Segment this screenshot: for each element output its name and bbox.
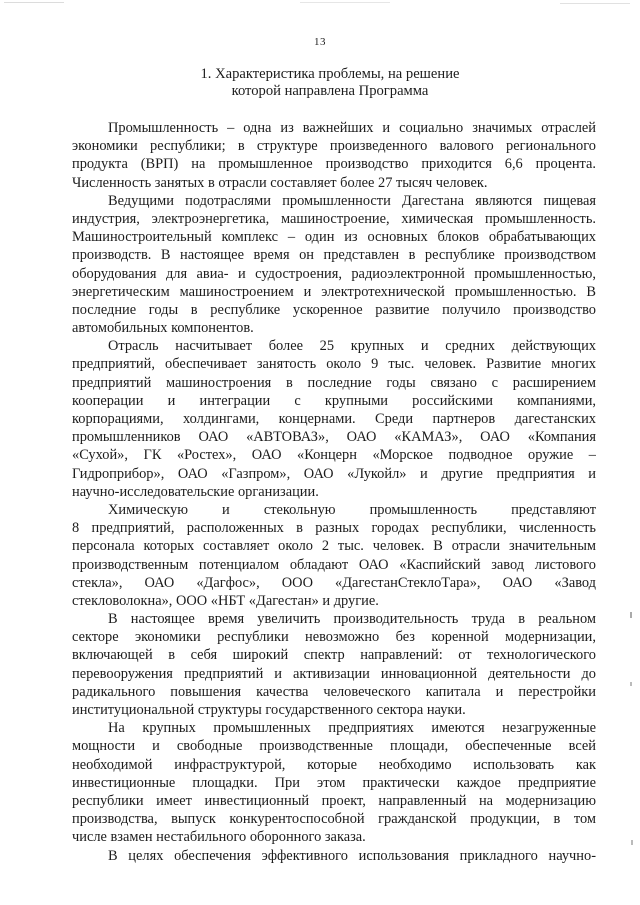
paragraph — [72, 610, 596, 719]
scan-artifact — [630, 682, 632, 686]
paragraph-line: радикального повышения качества человеческого капитала и перестройки — [72, 683, 596, 700]
paragraph-line: «Сухой», ГК «Ростех», ОАО «Концерн «Морское подводное оружие – — [72, 447, 596, 464]
paragraph-line: секторе экономики республики невозможно без коренной модернизации, — [72, 629, 596, 646]
paragraph — [72, 119, 596, 192]
paragraph-line: экономики республики; в структуре произведенного валового регионального — [72, 138, 596, 155]
paragraph — [72, 501, 596, 610]
paragraph-line: Численность занятых в отрасли составляет более 27 тысяч человек. — [72, 174, 488, 191]
section-heading — [90, 66, 570, 100]
scan-artifact — [630, 612, 632, 618]
paragraph-line: производственным потенциалом обладают ОАО «Каспийский завод листового — [72, 556, 596, 573]
paragraph-line: последние годы в республике ускоренное развитие получило производство — [72, 301, 596, 318]
paragraph-line: инвестиционные площадки. При этом практически каждое предприятие — [72, 774, 596, 791]
page-number: 13 — [314, 36, 326, 48]
paragraph-line: На крупных промышленных предприятиях имеются незагруженные — [108, 720, 596, 737]
paragraph-line: производства, выпуск конкурентоспособной гражданской продукции, в том — [72, 811, 596, 828]
document-body — [72, 119, 596, 865]
scan-artifact — [4, 2, 64, 3]
paragraph-line: оборудования для авиа- и судостроения, радиоэлектронной промышленностью, — [72, 265, 596, 282]
paragraph-line: Химическую и стекольную промышленность представляют — [108, 501, 596, 518]
paragraph-line: республики имеет инвестиционный проект, направленный на модернизацию — [72, 792, 596, 809]
paragraph-line: институциональной структуры государственного сектора науки. — [72, 702, 466, 718]
paragraph-line: предприятий, обеспечивает занятость около 9 тыс. человек. Развитие многих — [72, 356, 596, 373]
paragraph-line: персонала которых составляет около 2 тыс. человек. В отрасли значительным — [72, 538, 596, 555]
paragraph-line: стекла», ОАО «Дагфос», ООО «ДагестанСтеклоТара», ОАО «Завод — [72, 574, 596, 591]
paragraph-line: продукта (ВРП) на промышленное производство приходится 6,6 процента. — [72, 156, 596, 173]
paragraph-line: включающей в себя широкий спектр направлений: от технологического — [72, 647, 596, 664]
paragraph-line: Гидроприбор», ОАО «Газпром», ОАО «Лукойл» и другие предприятия и — [72, 465, 596, 482]
paragraph-line: Машиностроительный комплекс – один из основных блоков обрабатывающих — [72, 229, 596, 246]
section-heading-line-2: которой направлена Программа — [231, 83, 429, 99]
paragraph — [72, 719, 596, 846]
paragraph-line: 8 предприятий, расположенных в разных городах республики, численность — [72, 520, 596, 537]
paragraph-line: В целях обеспечения эффективного использования прикладного научно- — [108, 847, 596, 864]
paragraph-line: необходимой инфраструктурой, которые необходимо использовать как — [72, 756, 596, 773]
paragraph-line: числе взамен нестабильного оборонного заказа. — [72, 829, 366, 846]
paragraph — [72, 192, 596, 338]
paragraph-line: Ведущими подотраслями промышленности Дагестана являются пищевая — [108, 192, 596, 209]
paragraph-line: кооперации и интеграции с крупными российскими компаниями, — [72, 392, 596, 409]
paragraph-line: корпорациями, холдингами, концернами. Среди партнеров дагестанских — [72, 411, 596, 427]
paragraph-line: стекловолокна», ООО «НБТ «Дагестан» и другие. — [72, 592, 379, 609]
paragraph — [72, 847, 596, 865]
paragraph-line: энергетическим машиностроением и электротехнической промышленностью. В — [72, 283, 596, 300]
paragraph-line: В настоящее время увеличить производительность труда в реальном — [108, 611, 596, 628]
paragraph — [72, 337, 596, 501]
paragraph-line: промышленников ОАО «АВТОВАЗ», ОАО «КАМАЗ», ОАО «Компания — [72, 429, 596, 446]
scan-artifact — [300, 2, 390, 3]
paragraph-line: индустрия, электроэнергетика, машиностроение, химическая промышленность. — [72, 210, 596, 227]
section-heading-line-1: 1. Характеристика проблемы, на решение — [200, 66, 460, 82]
paragraph-line: производств. В настоящее время он представлен в республике производством — [72, 247, 596, 264]
paragraph-line: перевооружения предприятий и активизации инновационной деятельности до — [72, 665, 596, 682]
scan-artifact — [560, 3, 630, 4]
paragraph-line: Отрасль насчитывает более 25 крупных и средних действующих — [108, 338, 596, 355]
paragraph-line: научно-исследовательские организации. — [72, 483, 319, 500]
paragraph-line: автомобильных компонентов. — [72, 320, 254, 337]
paragraph-line: Промышленность – одна из важнейших и социально значимых отраслей — [108, 120, 596, 136]
paragraph-line: мощности и свободные производственные площади, обеспеченные всей — [72, 738, 596, 755]
scan-artifact — [631, 840, 633, 845]
paragraph-line: предприятий машиностроения в последние годы связано с расширением — [72, 374, 596, 391]
